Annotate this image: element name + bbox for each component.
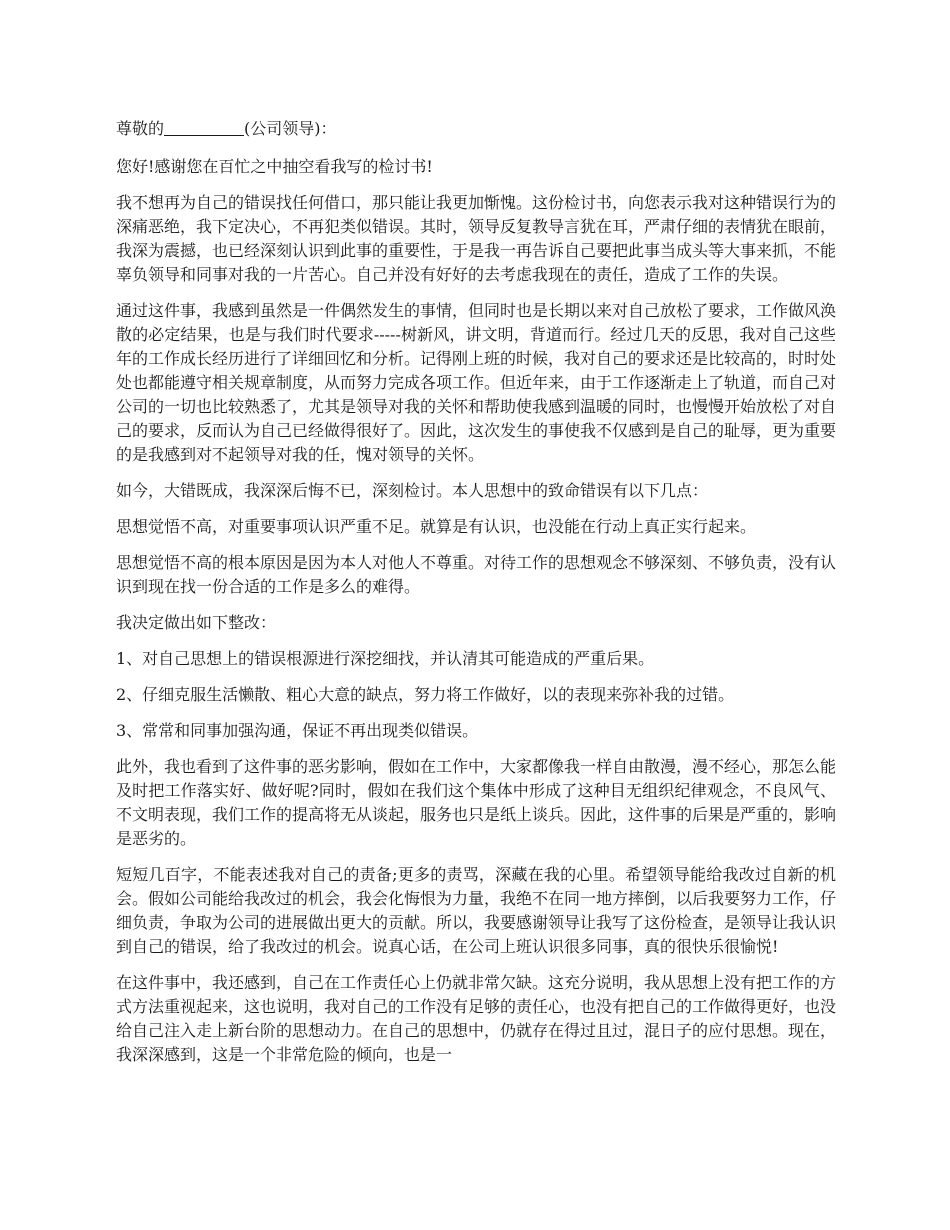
body-paragraph: 思想觉悟不高，对重要事项认识严重不足。就算是有认识，也没能在行动上真正实行起来。 <box>116 517 757 536</box>
body-paragraph: 我决定做出如下整改： <box>116 613 277 632</box>
list-item: 3、常常和同事加强沟通，保证不再出现类似错误。 <box>116 721 479 740</box>
salutation-suffix: (公司领导)： <box>244 119 337 138</box>
greeting-paragraph: 您好!感谢您在百忙之中抽空看我写的检讨书! <box>116 157 433 176</box>
body-paragraph: 如今，大错既成，我深深后悔不已，深刻检讨。本人思想中的致命错误有以下几点： <box>116 481 709 500</box>
list-item: 1、对自己思想上的错误根源进行深挖细找，并认清其可能造成的严重后果。 <box>116 649 655 668</box>
document-page <box>116 117 836 1079</box>
list-item: 2、仔细克服生活懒散、粗心大意的缺点，努力将工作做好，以的表现来弥补我的过错。 <box>116 685 735 704</box>
body-paragraph: 此外，我也看到了这件事的恶劣影响，假如在工作中，大家都像我一样自由散漫，漫不经心，那怎么能及时把工作落实好、做好呢?同时，假如在我们这个集体中形成了这种目无组织纪律观念，不良风气、不文明表现，我们工作的提高将无从谈起，服务也只是纸上谈兵。因此，这件事的后果是严重的，影响是恶劣的。 <box>116 757 837 848</box>
body-paragraph: 短短几百字，不能表述我对自己的责备;更多的责骂，深藏在我的心里。希望领导能给我改过自新的机会。假如公司能给我改过的机会，我会化悔恨为力量，我绝不在同一地方摔倒，以后我要努力工作，仔细负责，争取为公司的进展做出更大的贡献。所以，我要感谢领导让我写了这份检查，是领导让我认识到自己的错误，给了我改过的机会。说真心话，在公司上班认识很多同事，真的很快乐很愉悦! <box>116 865 837 956</box>
body-paragraph: 在这件事中，我还感到，自己在工作责任心上仍就非常欠缺。这充分说明，我从思想上没有把工作的方式方法重视起来，这也说明，我对自己的工作没有足够的责任心，也没有把自己的工作做得更好，也没给自己注入走上新台阶的思想动力。在自己的思想中，仍就存在得过且过，混日子的应付思想。现在，我深深感到，这是一个非常危险的倾向，也是一 <box>116 973 837 1064</box>
recipient-blank-line <box>164 119 244 136</box>
body-paragraph: 思想觉悟不高的根本原因是因为本人对他人不尊重。对待工作的思想观念不够深刻、不够负责，没有认识到现在找一份合适的工作是多么的难得。 <box>116 553 837 596</box>
body-paragraph: 通过这件事，我感到虽然是一件偶然发生的事情，但同时也是长期以来对自己放松了要求，工作做风涣散的必定结果，也是与我们时代要求-----树新风，讲文明，背道而行。经过几天的反思，我对自己这些年的工作成长经历进行了详细回忆和分析。记得刚上班的时候，我对自己的要求还是比较高的，时时处处也都能遵守相关规章制度，从而努力完成各项工作。但近年来，由于工作逐渐走上了轨道，而自己对公司的一切也比较熟悉了，尤其是领导对我的关怀和帮助使我感到温暖的同时，也慢慢开始放松了对自己的要求，反而认为自己已经做得很好了。因此，这次发生的事使我不仅感到是自己的耻辱，更为重要的是我感到对不起领导对我的任，愧对领导的关怀。 <box>116 301 837 464</box>
salutation-prefix: 尊敬的 <box>116 119 165 138</box>
body-paragraph: 我不想再为自己的错误找任何借口，那只能让我更加惭愧。这份检讨书，向您表示我对这种错误行为的深痛恶绝，我下定决心，不再犯类似错误。其时，领导反复教导言犹在耳，严肃仔细的表情犹在眼前，我深为震撼，也已经深刻认识到此事的重要性，于是我一再告诉自己要把此事当成头等大事来抓，不能辜负领导和同事对我的一片苦心。自己并没有好好的去考虑我现在的责任，造成了工作的失误。 <box>116 193 837 284</box>
salutation <box>116 117 836 141</box>
